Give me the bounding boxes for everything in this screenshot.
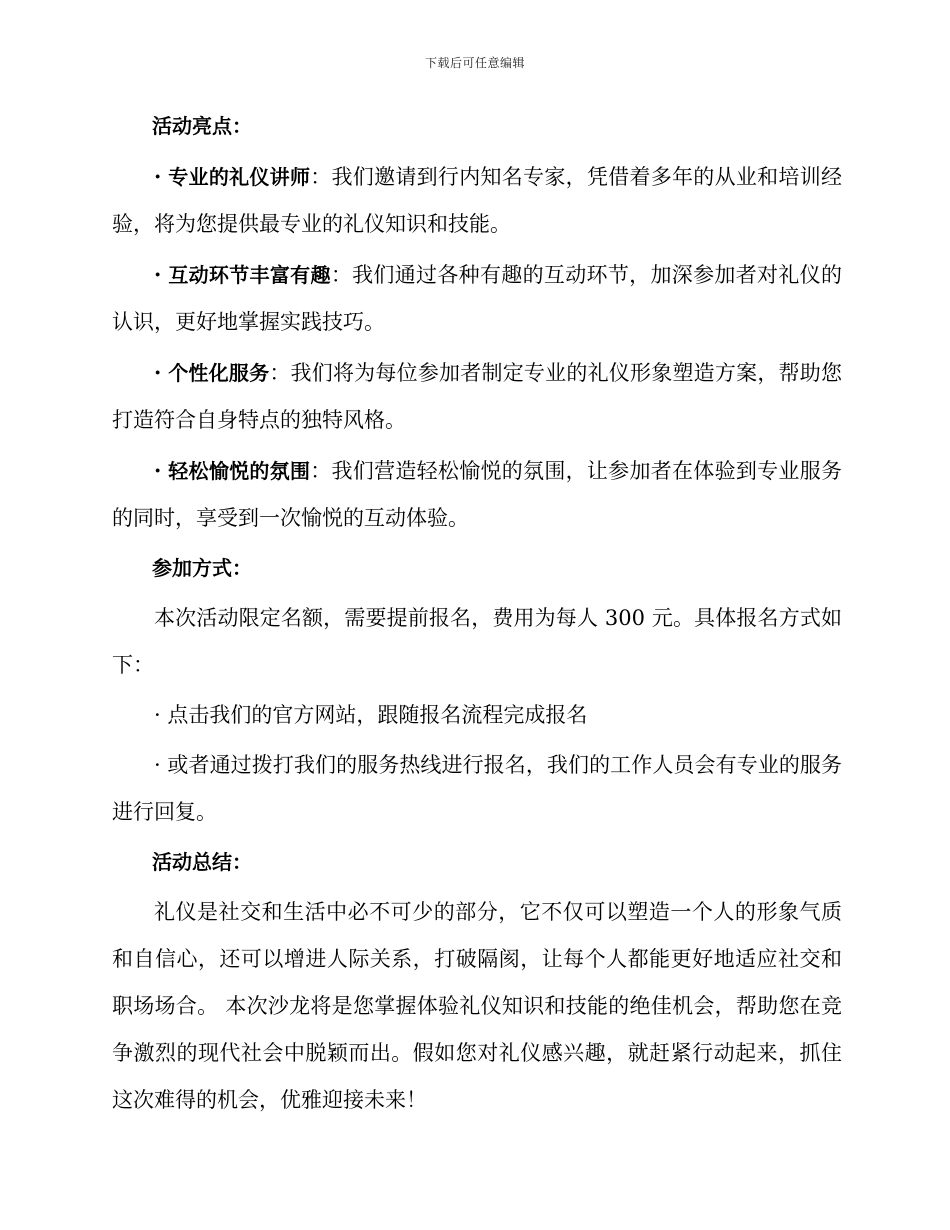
- bullet: ·: [154, 458, 162, 483]
- participation-method: · 或者通过拨打我们的服务热线进行报名，我们的工作人员会有专业的服务进行回复。: [112, 753, 842, 824]
- highlight-body: ：我们营造轻松愉悦的氛围，让参加者在体验到专业服务的同时，享受到一次愉悦的互动体验。: [112, 459, 842, 530]
- bullet: ·: [154, 360, 162, 385]
- bullet: ·: [154, 164, 162, 189]
- participation-heading: 参加方式：: [152, 556, 252, 580]
- highlights-heading: 活动亮点：: [152, 114, 252, 138]
- summary-heading: 活动总结：: [152, 850, 252, 874]
- document-body: [112, 103, 842, 1127]
- highlight-title: 个性化服务: [168, 361, 270, 385]
- highlight-title: 互动环节丰富有趣: [168, 263, 331, 287]
- highlight-body: ：我们将为每位参加者制定专业的礼仪形象塑造方案，帮助您打造符合自身特点的独特风格。: [112, 361, 842, 432]
- participation-method: · 点击我们的官方网站，跟随报名流程完成报名: [154, 703, 588, 727]
- highlight-body: ：我们通过各种有趣的互动环节，加深参加者对礼仪的认识，更好地掌握实践技巧。: [112, 263, 842, 334]
- highlight-title: 专业的礼仪讲师: [168, 165, 311, 189]
- page-header: 下载后可任意编辑: [424, 56, 525, 70]
- highlight-item: [112, 153, 842, 248]
- highlight-body: ：我们邀请到行内知名专家，凭借着多年的从业和培训经验，将为您提供最专业的礼仪知识和技能。: [112, 165, 842, 236]
- participation-intro: 本次活动限定名额，需要提前报名，费用为每人 300 元。具体报名方式如下：: [112, 606, 842, 677]
- highlight-item: [112, 447, 842, 542]
- bullet: ·: [154, 262, 162, 287]
- highlight-item: [112, 251, 842, 346]
- highlight-title: 轻松愉悦的氛围: [168, 459, 311, 483]
- highlight-item: [112, 349, 842, 444]
- summary-body: 礼仪是社交和生活中必不可少的部分，它不仅可以塑造一个人的形象气质和自信心，还可以增进人际关系，打破隔阂，让每个人都能更好地适应社交和职场场合。 本次沙龙将是您掌握体验礼仪知识和技能的绝佳机会，帮助您在竞争激烈的现代社会中脱颖而出。假如您对礼仪感兴趣，就赶紧行动起来，抓住这次难得的机会，优雅迎接未来！: [112, 900, 842, 1112]
